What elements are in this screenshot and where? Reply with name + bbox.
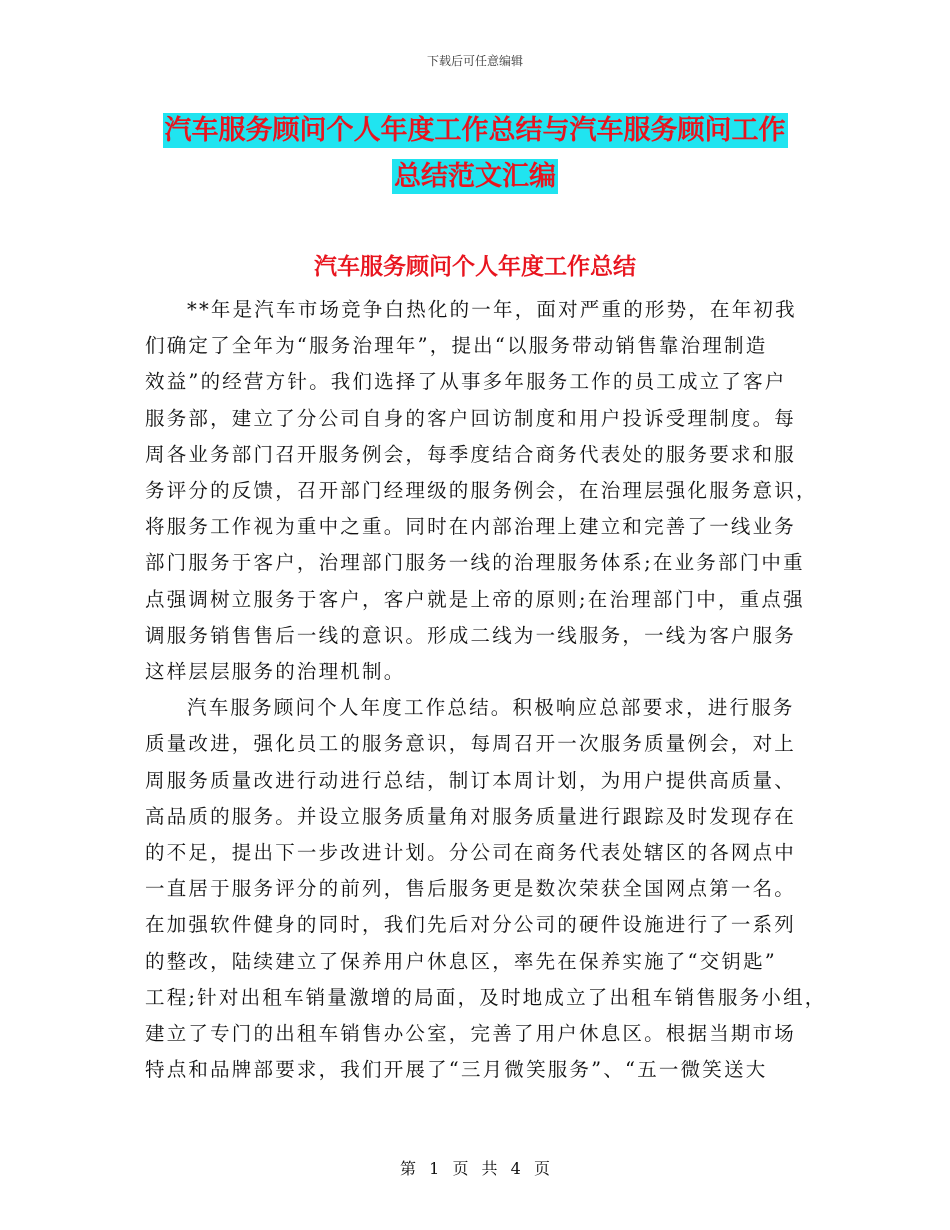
document-title-line-2: 总结范文汇编: [394, 161, 556, 192]
paragraph-line: 将服务工作视为重中之重。同时在内部治理上建立和完善了一线业务: [145, 515, 797, 539]
paragraph-line: 部门服务于客户，治理部门服务一线的治理服务体系;在业务部门中重: [145, 551, 805, 575]
paragraph-line: 工程;针对出租车销量激增的局面，及时地成立了出租车销售服务小组，: [145, 985, 827, 1009]
footer-total-pages: 4: [510, 1159, 521, 1178]
paragraph-line: 高品质的服务。并设立服务质量角对服务质量进行跟踪及时发现存在: [145, 804, 797, 828]
footer-page-number: 1: [429, 1159, 440, 1178]
paragraph-line: 周各业务部门召开服务例会，每季度结合商务代表处的服务要求和服: [145, 442, 797, 466]
paragraph-line: **年是汽车市场竞争白热化的一年，面对严重的形势，在年初我: [187, 298, 797, 321]
paragraph-line: 质量改进，强化员工的服务意识，每周召开一次服务质量例会，对上: [145, 732, 797, 756]
paragraph-line: 调服务销售售后一线的意识。形成二线为一线服务，一线为客户服务: [145, 623, 797, 647]
footer-ye-2: 页: [533, 1159, 550, 1178]
paragraph-line: 务评分的反馈，召开部门经理级的服务例会，在治理层强化服务意识，: [145, 479, 818, 503]
paragraph-line: 这样层层服务的治理机制。: [145, 660, 406, 684]
paragraph-line: 建立了专门的出租车销售办公室，完善了用户休息区。根据当期市场: [145, 1022, 797, 1046]
section-title: 汽车服务顾问个人年度工作总结: [314, 254, 636, 280]
footer-gong: 共: [481, 1159, 498, 1178]
paragraph-line: 们确定了全年为“服务治理年”，提出“以服务带动销售靠治理制造: [145, 334, 768, 358]
paragraph-line: 在加强软件健身的同时，我们先后对分公司的硬件设施进行了一系列: [145, 913, 797, 937]
paragraph-line: 汽车服务顾问个人年度工作总结。积极响应总部要求，进行服务: [187, 696, 795, 720]
paragraph-line: 特点和品牌部要求，我们开展了“三月微笑服务”、“五一微笑送大: [145, 1058, 768, 1082]
document-title: [0, 108, 950, 200]
paragraph-line: 服务部，建立了分公司自身的客户回访制度和用户投诉受理制度。每: [145, 406, 797, 430]
footer-di: 第: [400, 1159, 417, 1178]
document-body: [145, 292, 827, 1088]
paragraph-line: 周服务质量改进行动进行总结，制订本周计划，为用户提供高质量、: [145, 768, 797, 792]
paragraph-line: 一直居于服务评分的前列，售后服务更是数次荣获全国网点第一名。: [145, 877, 797, 901]
document-title-line-1: 汽车服务顾问个人年度工作总结与汽车服务顾问工作: [164, 115, 786, 146]
paragraph-1: [145, 292, 818, 690]
footer-ye: 页: [452, 1159, 469, 1178]
paragraph-line: 效益”的经营方针。我们选择了从事多年服务工作的员工成立了客户: [145, 370, 787, 394]
paragraph-line: 的整改，陆续建立了保养用户休息区，率先在保养实施了“交钥匙”: [145, 949, 777, 973]
page-header: 下载后可任意编辑: [426, 54, 523, 68]
page-footer: [0, 1156, 950, 1179]
paragraph-2: [145, 690, 827, 1088]
paragraph-line: 的不足，提出下一步改进计划。分公司在商务代表处辖区的各网点中: [145, 841, 797, 865]
paragraph-line: 点强调树立服务于客户，客户就是上帝的原则;在治理部门中，重点强: [145, 587, 805, 611]
